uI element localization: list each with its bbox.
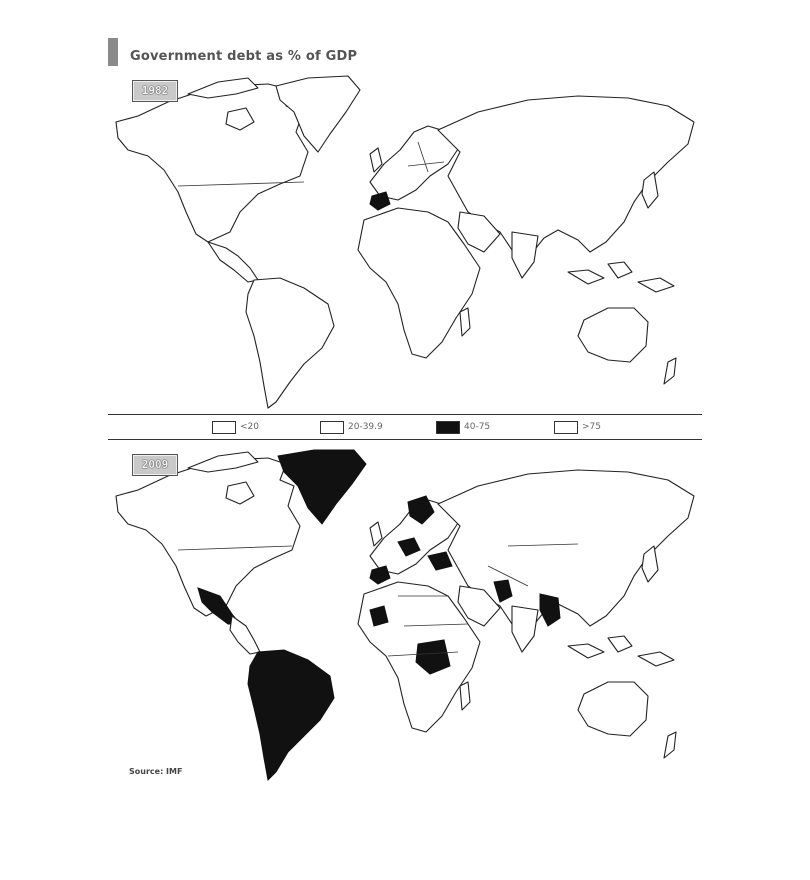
legend-swatch xyxy=(436,421,460,434)
australia xyxy=(578,682,648,736)
legend-swatch xyxy=(554,421,578,434)
map-title: Government debt as % of GDP xyxy=(130,49,358,64)
south-america xyxy=(248,650,334,780)
legend-swatch xyxy=(320,421,344,434)
legend xyxy=(108,414,702,440)
world-map-2009 xyxy=(108,446,702,786)
legend-label: >75 xyxy=(582,422,601,432)
map-panel-2009 xyxy=(108,446,702,786)
legend-swatch xyxy=(212,421,236,434)
legend-label: 20-39.9 xyxy=(348,422,383,432)
legend-item-40-75 xyxy=(436,419,490,435)
legend-label: 40-75 xyxy=(464,422,491,432)
central-america xyxy=(208,242,258,282)
map-panel-1982 xyxy=(108,72,702,412)
source-note: Source: IMF xyxy=(129,767,183,776)
legend-item-20-39 xyxy=(320,419,383,435)
year-badge-2009: 2009 xyxy=(132,454,178,476)
north-america xyxy=(116,84,308,242)
legend-label: <20 xyxy=(240,422,259,432)
australia xyxy=(578,308,648,362)
world-map-1982 xyxy=(108,72,702,412)
south-america xyxy=(246,278,334,408)
legend-item-under-20 xyxy=(212,419,259,435)
legend-item-over-75 xyxy=(554,419,601,435)
year-badge-1982: 1982 xyxy=(132,80,178,102)
title-accent-bar xyxy=(108,38,118,66)
